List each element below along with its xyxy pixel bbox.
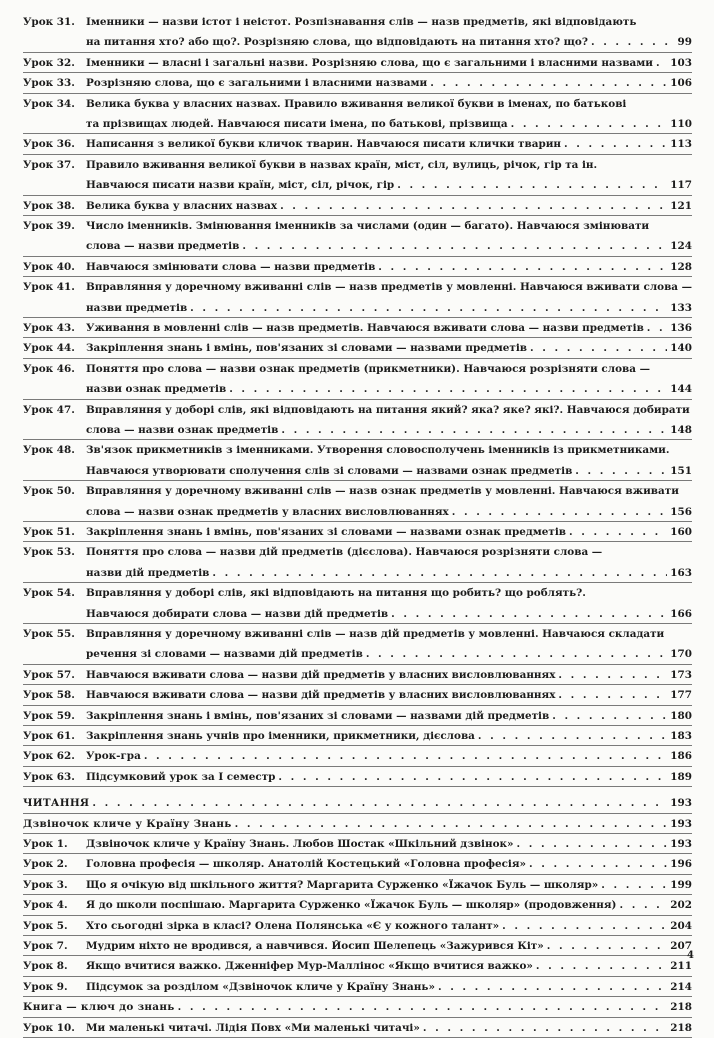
leader-dots: [178, 1001, 668, 1014]
leader-dots: [558, 669, 667, 682]
page-ref: 144: [670, 383, 692, 396]
leader-dots: [575, 465, 667, 478]
group-title: Дзвіночок кличе у Країну Знань: [23, 817, 232, 830]
page-ref: 189: [670, 770, 692, 783]
leader-dots: [558, 689, 667, 702]
page-ref: 117: [670, 179, 692, 192]
page-ref: 124: [670, 240, 692, 253]
page-ref: 186: [670, 750, 692, 763]
lesson-number: Урок 63.: [23, 770, 75, 783]
group-heading: [0, 997, 714, 1017]
page-ref: 173: [670, 668, 692, 681]
page-ref: 110: [670, 118, 692, 130]
lesson-title: Уживання в мовленні слів — назв предметів. Навчаюся вживати слова — назви предметів: [86, 322, 644, 334]
lesson-number: Урок 55.: [23, 628, 75, 640]
leader-dots: [92, 797, 667, 810]
page-ref: 177: [670, 689, 692, 702]
lesson-title: Вправляння у доречному вживанні слів — назв предметів у мовленні. Навчаюся вживати слова —: [86, 281, 693, 294]
leader-dots: [569, 526, 667, 539]
leader-dots: [536, 960, 667, 973]
lesson-title: Ми маленькі читачі. Лідія Повх «Ми маленькі читачі»: [86, 1021, 420, 1034]
leader-dots: [378, 261, 667, 274]
page-ref: 140: [670, 342, 692, 355]
leader-dots: [229, 383, 667, 396]
lesson-number: Урок 4.: [23, 899, 68, 912]
page-ref: 214: [670, 980, 692, 993]
leader-dots: [190, 302, 667, 315]
lesson-number: Урок 2.: [23, 858, 68, 871]
leader-dots: [552, 710, 667, 723]
leader-dots: [391, 608, 667, 621]
lesson-title: Вправляння у доборі слів, які відповідають на питання що робить? що роблять?.: [86, 587, 586, 600]
lesson-number: Урок 34.: [23, 97, 75, 110]
leader-dots: [452, 506, 668, 519]
lesson-number: Урок 43.: [23, 322, 75, 334]
page-ref: 211: [670, 960, 692, 973]
lesson-title: Головна професія — школяр. Анатолій Костецький «Головна професія»: [86, 858, 527, 871]
leader-dots: [423, 1022, 667, 1035]
page-ref: 160: [670, 526, 692, 538]
lesson-number: Урок 5.: [23, 919, 68, 932]
leader-dots: [397, 179, 667, 192]
lesson-title: Навчаюся змінювати слова — назви предметів: [86, 260, 376, 273]
lesson-number: Урок 58.: [23, 689, 75, 702]
lesson-title: назви дій предметів: [86, 566, 210, 579]
leader-dots: [366, 648, 667, 661]
lesson-title: Іменники — власні і загальні назви. Розрізняю слова, що є загальними і власними назвами: [86, 56, 653, 69]
leader-dots: [619, 899, 667, 912]
lesson-title: Закріплення знань і вмінь, пов'язаних зі словами — назвами дій предметів: [86, 709, 550, 722]
lesson-number: Урок 54.: [23, 587, 75, 600]
page-ref: 151: [670, 464, 692, 477]
lesson-title: назви ознак предметів: [86, 383, 227, 396]
lesson-title: Закріплення знань і вмінь, пов'язаних зі словами — назвами предметів: [86, 342, 527, 355]
lesson-number: Урок 41.: [23, 281, 75, 294]
leader-dots: [511, 118, 668, 131]
leader-dots: [591, 36, 675, 49]
lesson-title: Підсумок за розділом «Дзвіночок кличе у Країну Знань»: [86, 980, 435, 993]
page-ref: 136: [670, 322, 692, 334]
lesson-number: Урок 39.: [23, 220, 75, 232]
lesson-number: Урок 3.: [23, 878, 68, 891]
lesson-title: на питання хто? або що?. Розрізняю слова, що відповідають на питання хто? що?: [86, 36, 588, 49]
lesson-title: слова — назви ознак предметів: [86, 424, 279, 436]
lesson-title: Навчаюся писати назви країн, міст, сіл, річок, гір: [86, 179, 395, 192]
lesson-number: Урок 48.: [23, 444, 75, 457]
lesson-title: Підсумковий урок за І семестр: [86, 770, 276, 783]
lesson-title: Закріплення знань учнів про іменники, прикметники, дієслова: [86, 730, 475, 742]
page-ref: 193: [670, 817, 692, 830]
page-ref: 128: [670, 260, 692, 273]
lesson-title: Навчаюся утворювати сполучення слів зі словами — назвами ознак предметів: [86, 464, 573, 477]
page-ref: 166: [670, 607, 692, 620]
lesson-title: Вправляння у доречному вживанні слів — назв ознак предметів у мовленні. Навчаюся вживати: [86, 485, 679, 498]
lesson-title: Іменники — назви істот і неістот. Розпізнавання слів — назв предметів, які відповідають: [86, 16, 637, 28]
leader-dots: [281, 424, 667, 437]
lesson-title: Хто сьогодні зірка в класі? Олена Полянська «Є у кожного талант»: [86, 919, 500, 932]
page-ref: 113: [670, 138, 692, 151]
leader-dots: [430, 77, 667, 90]
page-ref: 193: [670, 797, 692, 810]
lesson-number: Урок 32.: [23, 56, 75, 69]
lesson-title: назви предметів: [86, 301, 188, 314]
lesson-number: Урок 59.: [23, 709, 75, 722]
page-ref: 99: [677, 36, 692, 49]
lesson-number: Урок 47.: [23, 403, 75, 416]
leader-dots: [656, 57, 667, 70]
lesson-title: слова — назви ознак предметів у власних висловлюваннях: [86, 505, 449, 518]
lesson-title: Закріплення знань і вмінь, пов'язаних зі словами — назвами ознак предметів: [86, 526, 567, 538]
lesson-title: та прізвищах людей. Навчаюся писати імена, по батькові, прізвища: [86, 118, 508, 130]
page-ref: 103: [670, 56, 692, 69]
leader-dots: [547, 940, 668, 953]
lesson-number: Урок 50.: [23, 485, 75, 498]
page-ref: 163: [670, 566, 692, 579]
lesson-title: Навчаюся вживати слова — назви дій предметів у власних висловлюваннях: [86, 668, 556, 681]
leader-dots: [478, 730, 667, 743]
lesson-number: Урок 53.: [23, 546, 75, 559]
section-heading: [0, 793, 714, 813]
lesson-title: Зв'язок прикметників з іменниками. Утворення словосполучень іменників із прикметниками.: [86, 444, 670, 457]
leader-dots: [438, 981, 667, 994]
leader-dots: [278, 771, 667, 784]
lesson-number: Урок 36.: [23, 138, 75, 151]
lesson-number: Урок 9.: [23, 980, 68, 993]
lesson-number: Урок 44.: [23, 342, 75, 355]
page-number: 4: [687, 950, 694, 961]
row-divider: [23, 786, 692, 787]
page-ref: 196: [670, 858, 692, 871]
lesson-title: Велика буква у власних назвах. Правило вживання великої букви в іменах, по батькові: [86, 97, 627, 110]
page-ref: 218: [670, 1021, 692, 1034]
lesson-title: Число іменників. Змінювання іменників за числами (один — багато). Навчаюся змінювати: [86, 220, 650, 232]
lesson-title: Правило вживання великої букви в назвах країн, міст, сіл, вулиць, річок, гір та ін.: [86, 158, 598, 171]
page-ref: 183: [670, 730, 692, 742]
lesson-number: Урок 57.: [23, 668, 75, 681]
lesson-title: Поняття про слова — назви ознак предметів (прикметники). Навчаюся розрізняти слова —: [86, 362, 650, 375]
lesson-title: Я до школи поспішаю. Маргарита Сурженко «Їжачок Буль — школяр» (продовження): [86, 899, 617, 912]
page-ref: 106: [670, 77, 692, 90]
lesson-number: Урок 1.: [23, 838, 68, 850]
page-ref: 170: [670, 648, 692, 661]
lesson-title: Урок-гра: [86, 750, 141, 763]
lesson-title: Навчаюся добирати слова — назви дій предметів: [86, 607, 389, 620]
leader-dots: [564, 138, 667, 151]
page-ref: 180: [670, 709, 692, 722]
lesson-title: Мудрим ніхто не вродився, а навчився. Йосип Шелепець «Зажурився Кіт»: [86, 940, 544, 952]
lesson-number: Урок 62.: [23, 750, 75, 763]
leader-dots: [242, 240, 667, 253]
lesson-title: Вправляння у доречному вживанні слів — назв дій предметів у мовленні. Навчаюся складати: [86, 628, 665, 640]
lesson-title: Навчаюся вживати слова — назви дій предметів у власних висловлюваннях: [86, 689, 556, 702]
lesson-number: Урок 40.: [23, 260, 75, 273]
lesson-number: Урок 51.: [23, 526, 75, 538]
lesson-number: Урок 7.: [23, 940, 68, 952]
lesson-title: Що я очікую від шкільного життя? Маргарита Сурженко «Їжачок Буль — школяр»: [86, 878, 599, 891]
leader-dots: [280, 200, 667, 213]
lesson-title: Написання з великої букви кличок тварин. Навчаюся писати клички тварин: [86, 138, 562, 151]
leader-dots: [529, 858, 667, 871]
lesson-number: Урок 46.: [23, 362, 75, 375]
lesson-title: слова — назви предметів: [86, 240, 240, 253]
lesson-title: Поняття про слова — назви дій предметів (дієслова). Навчаюся розрізняти слова —: [86, 546, 603, 559]
leader-dots: [517, 838, 668, 851]
leader-dots: [235, 818, 668, 831]
lesson-number: Урок 31.: [23, 16, 75, 28]
leader-dots: [601, 879, 667, 892]
leader-dots: [530, 342, 667, 355]
page-ref: 204: [670, 919, 692, 932]
page-ref: 121: [670, 199, 692, 212]
lesson-title: Якщо вчитися важко. Дженніфер Мур-Маллінос «Якщо вчитися важко»: [86, 960, 533, 973]
lesson-title: речення зі словами — назвами дій предметів: [86, 648, 363, 661]
lesson-title: Велика буква у власних назвах: [86, 199, 278, 212]
page-ref: 207: [670, 940, 692, 952]
page-ref: 156: [670, 505, 692, 518]
leader-dots: [647, 322, 668, 335]
leader-dots: [502, 920, 667, 933]
lesson-title: Дзвіночок кличе у Країну Знань. Любов Шостак «Шкільний дзвінок»: [86, 838, 514, 850]
page-ref: 218: [670, 1001, 692, 1014]
section-title: ЧИТАННЯ: [23, 797, 90, 810]
page-ref: 202: [670, 899, 692, 912]
leader-dots: [212, 567, 667, 580]
group-heading: [0, 814, 714, 834]
lesson-number: Урок 61.: [23, 730, 75, 742]
lesson-number: Урок 38.: [23, 199, 75, 212]
lesson-number: Урок 8.: [23, 960, 68, 973]
page-ref: 133: [670, 301, 692, 314]
lesson-number: Урок 33.: [23, 77, 75, 90]
group-title: Книга — ключ до знань: [23, 1001, 175, 1014]
lesson-title: Вправляння у доборі слів, які відповідають на питання який? яка? яке? які?. Навчаюся добирати: [86, 403, 690, 416]
lesson-number: Урок 10.: [23, 1021, 75, 1034]
lesson-title: Розрізняю слова, що є загальними і власними назвами: [86, 77, 428, 90]
page-ref: 199: [670, 878, 692, 891]
page-ref: 193: [670, 838, 692, 850]
leader-dots: [144, 750, 667, 763]
lesson-number: Урок 37.: [23, 158, 75, 171]
page-ref: 148: [670, 424, 692, 436]
